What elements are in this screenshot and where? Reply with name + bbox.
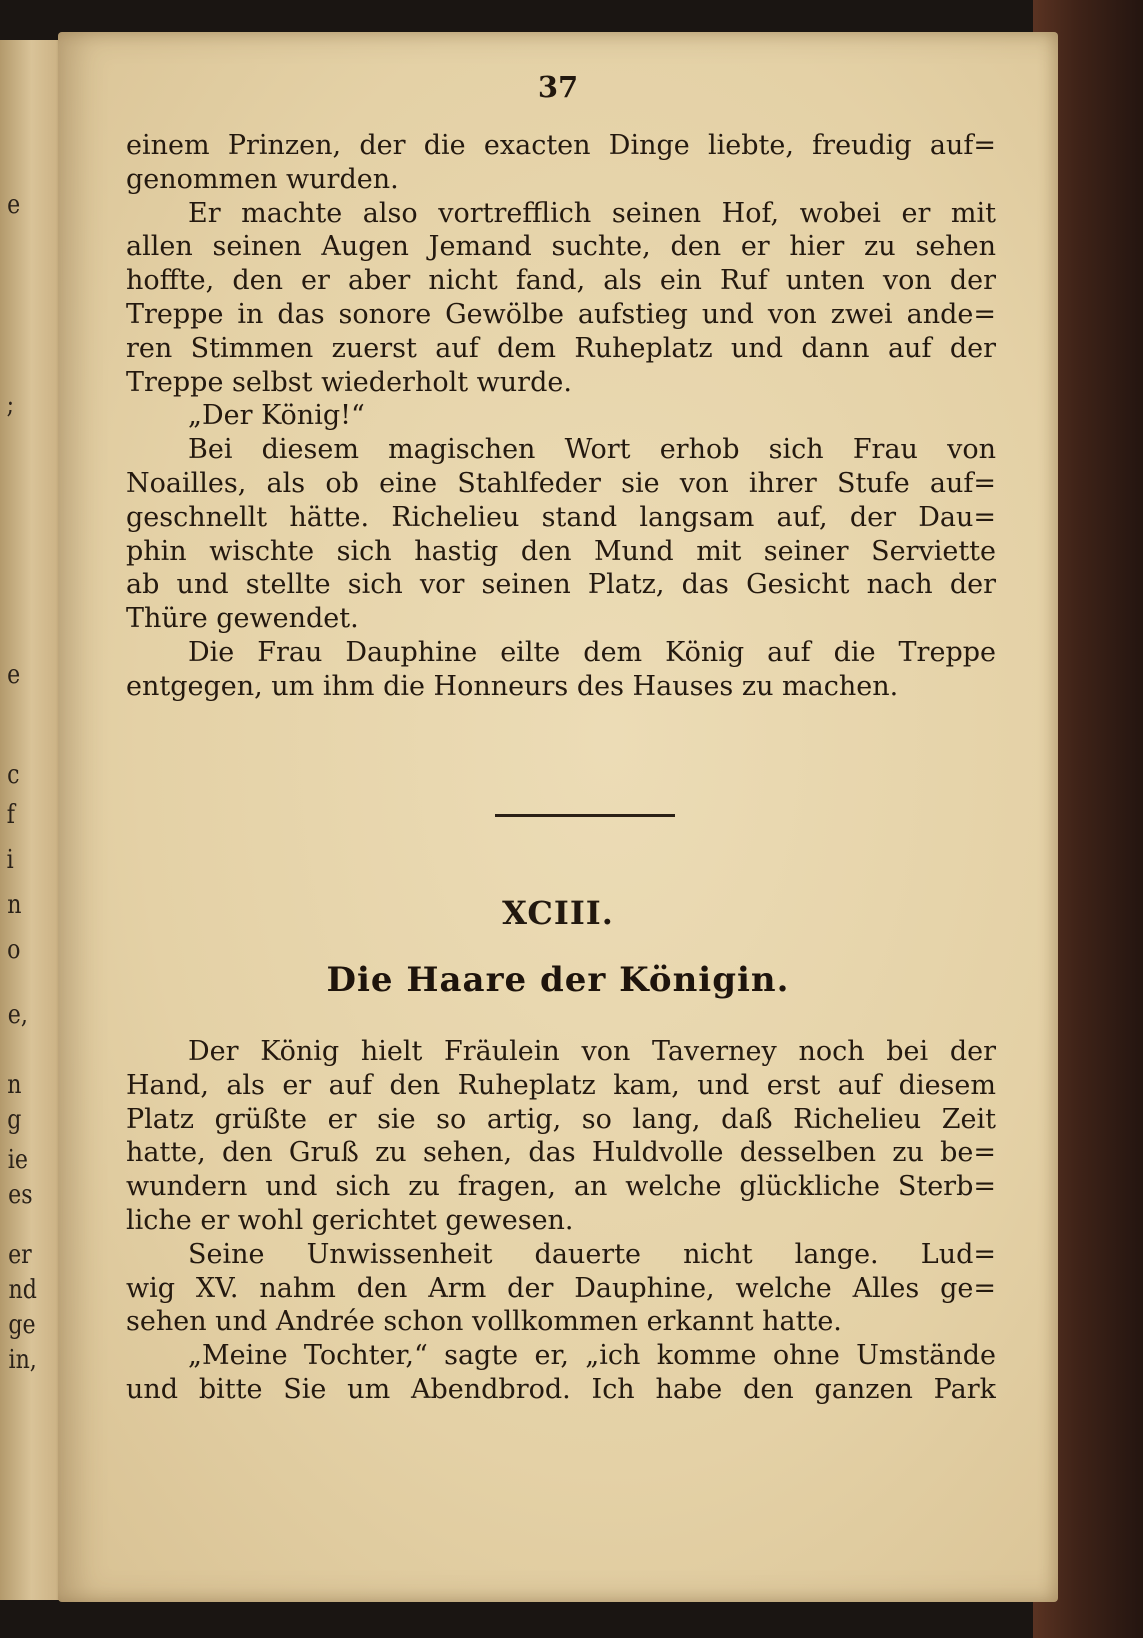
book-page [58, 32, 1058, 1602]
left-page-fragment: c [7, 760, 20, 790]
text-line: hatte, den Gruß zu sehen, das Huldvolle desselben zu be= [126, 1137, 996, 1169]
text-line: ab und stellte sich vor seinen Platz, das Gesicht nach der [126, 569, 996, 601]
left-page-fragment: g [7, 1105, 22, 1135]
left-page-fragment: in, [8, 1345, 37, 1375]
text-line: Bei diesem magischen Wort erhob sich Frau von [188, 434, 996, 466]
left-page-fragment: n [7, 890, 22, 920]
text-line: phin wischte sich hastig den Mund mit seiner Serviette [126, 535, 996, 567]
text-line: genommen wurden. [126, 163, 399, 195]
text-line: allen seinen Augen Jemand suchte, den er hier zu sehen [126, 231, 996, 263]
text-line: einem Prinzen, der die exacten Dinge liebte, freudig auf= [126, 130, 996, 161]
left-page-fragment: nd [8, 1275, 37, 1305]
left-page-fragment: ie [7, 1145, 28, 1175]
section-divider [495, 814, 675, 817]
text-line: geschnellt hätte. Richelieu stand langsam auf, der Dau= [126, 501, 996, 533]
text-line: Treppe selbst wiederholt wurde. [126, 366, 572, 398]
text-line: und bitte Sie um Abendbrod. Ich habe den ganzen Park [126, 1374, 996, 1405]
left-page-fragment: e, [7, 1000, 28, 1030]
text-line: sehen und Andrée schon vollkommen erkannt hatte. [126, 1306, 842, 1338]
text-line: wig XV. nahm den Arm der Dauphine, welche Alles ge= [126, 1272, 996, 1304]
chapter-title: Die Haare der Königin. [326, 960, 790, 1000]
left-page-fragment: e [7, 660, 21, 690]
left-page-fragment: f [6, 800, 15, 830]
left-page-fragment: es [8, 1180, 33, 1210]
text-line: Thüre gewendet. [126, 603, 359, 635]
left-page-fragment: ; [6, 390, 15, 420]
text-line: ren Stimmen zuerst auf dem Ruheplatz und dann auf der [126, 332, 996, 364]
left-page-fragment: er [8, 1240, 32, 1270]
text-line: liche er wohl gerichtet gewesen. [126, 1205, 574, 1236]
page-number: 37 [537, 70, 579, 104]
text-line: Der König hielt Fräulein von Taverney noch bei der [188, 1036, 996, 1067]
left-page-fragment: e [7, 190, 21, 220]
text-line: Die Frau Dauphine eilte dem König auf die Treppe [188, 637, 996, 668]
text-line: wundern und sich zu fragen, an welche glückliche Sterb= [126, 1171, 996, 1203]
left-page-fragment: o [7, 935, 21, 965]
left-page-fragment: i [6, 845, 14, 875]
chapter-number: XCIII. [502, 894, 614, 932]
text-line: Hand, als er auf den Ruheplatz kam, und erst auf diesem [126, 1069, 996, 1101]
left-page-fragment: ge [8, 1310, 36, 1340]
text-line: Platz grüßte er sie so artig, so lang, daß Richelieu Zeit [126, 1103, 996, 1135]
text-line: entgegen, um ihm die Honneurs des Hauses zu machen. [126, 670, 899, 702]
text-line: „Meine Tochter,“ sagte er, „ich komme ohne Umstände [188, 1340, 996, 1372]
text-line: „Der König!“ [188, 400, 365, 432]
text-line: Treppe in das sonore Gewölbe aufstieg und von zwei ande= [126, 299, 996, 330]
left-page-fragment: n [7, 1070, 22, 1100]
text-line: Seine Unwissenheit dauerte nicht lange. Lud= [188, 1238, 996, 1270]
text-line: hoffte, den er aber nicht fand, als ein Ruf unten von der [126, 265, 996, 297]
text-line: Er machte also vortrefflich seinen Hof, wobei er mit [188, 197, 996, 229]
text-line: Noailles, als ob eine Stahlfeder sie von ihrer Stufe auf= [126, 468, 996, 499]
